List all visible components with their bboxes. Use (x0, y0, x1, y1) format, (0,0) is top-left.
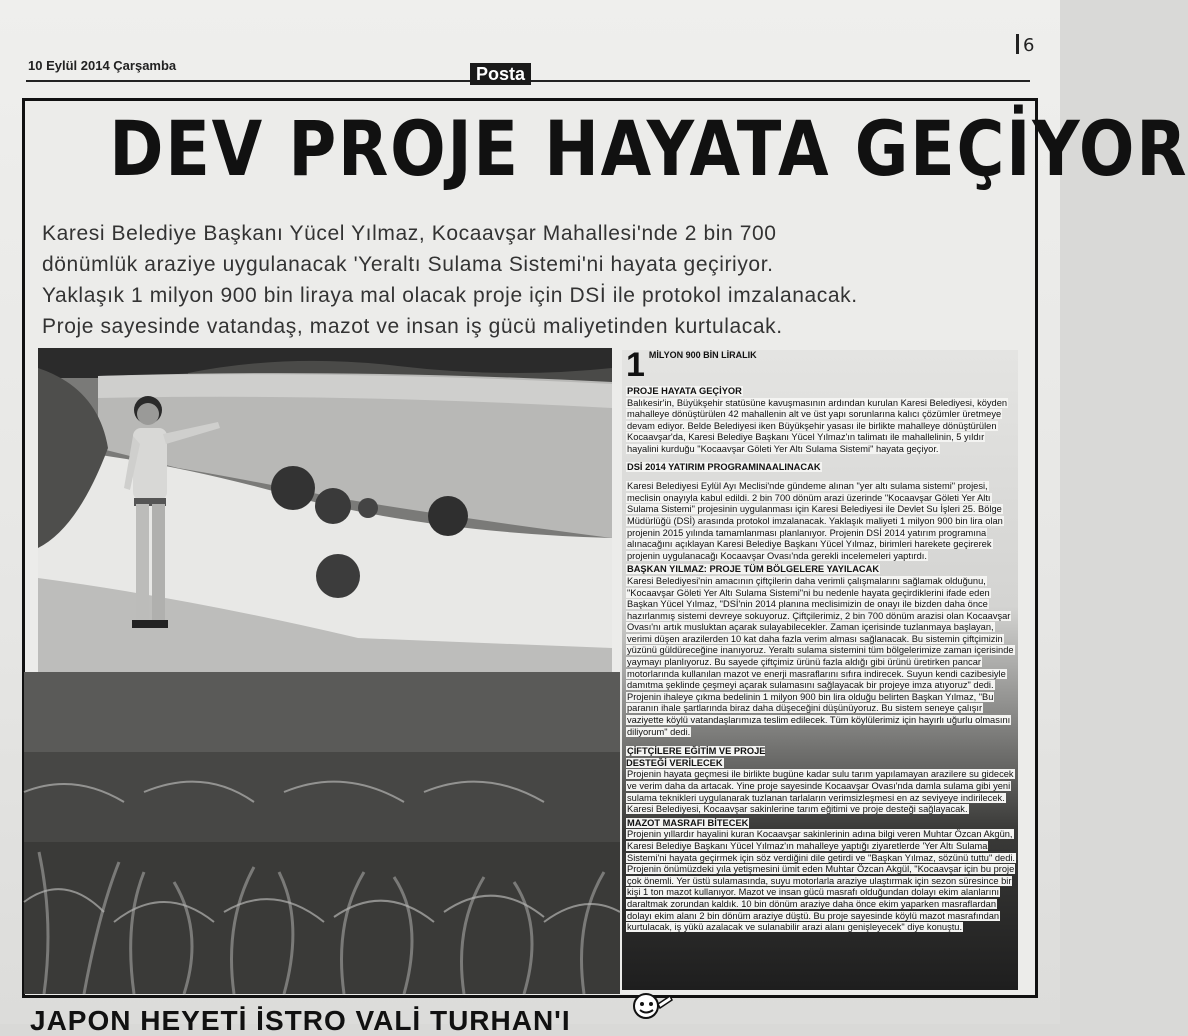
cornfield-photo-image (24, 672, 620, 994)
mascot-illustration (626, 990, 674, 1024)
section-heading: MAZOT MASRAFI BİTECEK (627, 817, 749, 828)
next-article-headline: JAPON HEYETİ İSTRO VALİ TURHAN'I (30, 1005, 571, 1036)
section-body: Karesi Belediyesi Eylül Ayı Meclisi'nde gündeme alınan "yer altı sulama sistemi" projesi, meclisin onayıyla kabul edildi. 2 bin 700 dönüm arazi üzerinde "Kocaavşar Göleti Yer Altı Sulama Sistemi" projesinin uygulanması için Karesi Belediyesi ile Devlet Su İşleri 25. Bölge Müdürlüğü (DSİ) arasında protokol imzalanacak. Yaklaşık maliyeti 1 milyon 900 bin lira olan projenin 2015 yılında tamamlanması planlanıyor. Projenin DSİ 2014 yatırım programına alınacağını açıklayan Karesi Belediye Başkanı Yücel Yılmaz, birimleri harekete geçirerek projenin uygulanacağı Kocaavşar Ovası'nda gerekli incelemeleri yaptırdı. (627, 481, 1003, 561)
section-heading: BAŞKAN YILMAZ: PROJE TÜM BÖLGELERE YAYILACAK (627, 564, 880, 575)
section-body: Karesi Belediyesi'nin amacının çiftçilerin daha verimli çalışmalarını sağlamak olduğunu, "Kocaavşar Göleti Yer Altı Sulama Sistemi"ni bu nedenle hayata geçirdiklerini ifade eden Başkan Yücel Yılmaz, "DSİ'nin 2014 planına meclisimizin de onayı ile bizden daha önce hazırlanmış sistemi devreye sokuyoruz. Çiftçilerimiz, 2 bin 700 dönüm arazisi olan Kocaavşar Ovası'nı artık musluktan açarak sulayabilecekler. Zaman içerisinde tuzlanmaya başlayan, verimi düşen arazilerden 10 kat daha fazla verim alması sağlanacak. Bu sistemin çiftçimizin yüzünü güldüreceğine inanıyoruz. Yeraltı sulama sistemini tüm bölgelerimize zaman içerisinde yaymayı planlıyoruz. Bu sayede çiftçimiz ürünü fazla aldığı gibi ürünü üretirken pancar motorlarında kullanılan mazot ve enerji masraflarını sıfıra indirecek. Suyun kendi cazibesiyle damıtma şeklinde çeşmeyi açarak sulamasını sağlayacak bir projeye imza atıyoruz" dedi. Projenin ihaleye çıkma bedelinin 1 milyon 900 bin lira olduğu belirten Başkan Yılmaz, "Bu paranın ihale şartlarında biraz daha düşeceğini düşünüyoruz. Bu sistem seneye çalışır vaziyette köylü vatandaşlarımıza teslim edilecek. Tüm köylülerimiz için hayırlı uğurlu olmasını diliyorum" dedi. (627, 575, 1014, 737)
section-body: Projenin yıllardır hayalini kuran Kocaavşar sakinlerinin adına bilgi veren Muhtar Özcan Akgün, Karesi Belediye Başkanı Yücel Yılmaz'ın mahalleye yaptığı ziyaretlerde 'Yer Altı Sulama Sistemi'ni hayata geçirmek için söz verdiğini dile getirdi ve "Başkan Yılmaz, sözünü tuttu" dedi. Projenin önümüzdeki yıla yetişmesini ümit eden Muhtar Özcan Akgül, "Kocaavşar için bu proje çok önemli. Yer üstü sulamasında, suyu motorlarla araziye ulaştırmak için sezon süresince bir kişi 1 ton mazot kullanıyor. Mazot ve insan gücü masrafı olduğundan dolayı ekim alanlarını daraltmak zorundan kaldık. 10 bin dönüm araziye daha önce ekim yaparken masraflardan dolayı ekim alanı 2 bin dönüm araziye düştü. Bu proje sayesinde köylü mazot masrafından kurtulacak, iş yükü azalacak ve sulanabilir arazi alanı genişleyecek" diye konuştu. (627, 829, 1016, 933)
page-number-bar (1016, 34, 1019, 54)
lake-photo (38, 348, 612, 674)
article-body (626, 346, 1018, 934)
publication-logo: Posta (470, 63, 531, 85)
lead-line: Karesi Belediye Başkanı Yücel Yılmaz, Kocaavşar Mahallesi'nde 2 bin 700 (42, 222, 777, 245)
kicker (626, 346, 1018, 384)
page-number (1016, 34, 1034, 56)
kicker-text: MİLYON 900 BİN LİRALIK (648, 350, 757, 360)
section-heading: ÇİFTÇİLERE EĞİTİM VE PROJE DESTEĞİ VERİLECEK (626, 746, 766, 768)
section-body: Projenin hayata geçmesi ile birlikte bugüne kadar sulu tarım yapılamayan arazilere su gidecek ve verim daha da artacak. Yine proje sayesinde Kocaavşar Ovası'nda damla sulama gibi yeni sulama teknikleri uygulanarak tuzlanan tarlaların verimsizleşmesi en az seviyeye indirilecek. Karesi Belediyesi, Kocaavşar sakinlerine tarım eğitimi ve proje desteği sağlayacak. (627, 769, 1014, 815)
lead-line: Yaklaşık 1 milyon 900 bin liraya mal olacak proje için DSİ ile protokol imzalanacak. (42, 284, 858, 307)
page-number-value: 6 (1023, 35, 1035, 56)
section-body: Balıkesir'in, Büyükşehir statüsüne kavuşmasının ardından kurulan Karesi Belediyesi, köyden mahalleye dönüştürülen 42 mahallenin alt ve üst yapı sorunlarına kalıcı çözümler üretmeye devam ediyor. Belde Belediyesi iken Büyükşehir yasası ile birlikte mahalleye dönüştürülen Kocaavşar'da, Karesi Belediye Başkanı Yücel Yılmaz'ın talimatı ile mahallelinin, 5 yıldır hayalini kurduğu "Kocaavşar Göleti Yer Altı Sulama Sistemi" hayata geçiyor. (627, 397, 1008, 454)
lead-line: Proje sayesinde vatandaş, mazot ve insan iş gücü maliyetinden kurtulacak. (42, 315, 783, 338)
lake-photo-image (38, 348, 612, 674)
section-heading: DSİ 2014 YATIRIM PROGRAMINAALINACAK (627, 461, 821, 472)
lead-line: dönümlük araziye uygulanacak 'Yeraltı Sulama Sistemi'ni hayata geçiriyor. (42, 253, 774, 276)
kicker-number: 1 (626, 346, 645, 384)
article-lead (42, 218, 1032, 342)
issue-date: 10 Eylül 2014 Çarşamba (28, 58, 177, 73)
section-heading: PROJE HAYATA GEÇİYOR (627, 386, 742, 396)
cornfield-photo (24, 672, 620, 994)
article-headline: DEV PROJE HAYATA GEÇİYOR (109, 104, 1188, 193)
